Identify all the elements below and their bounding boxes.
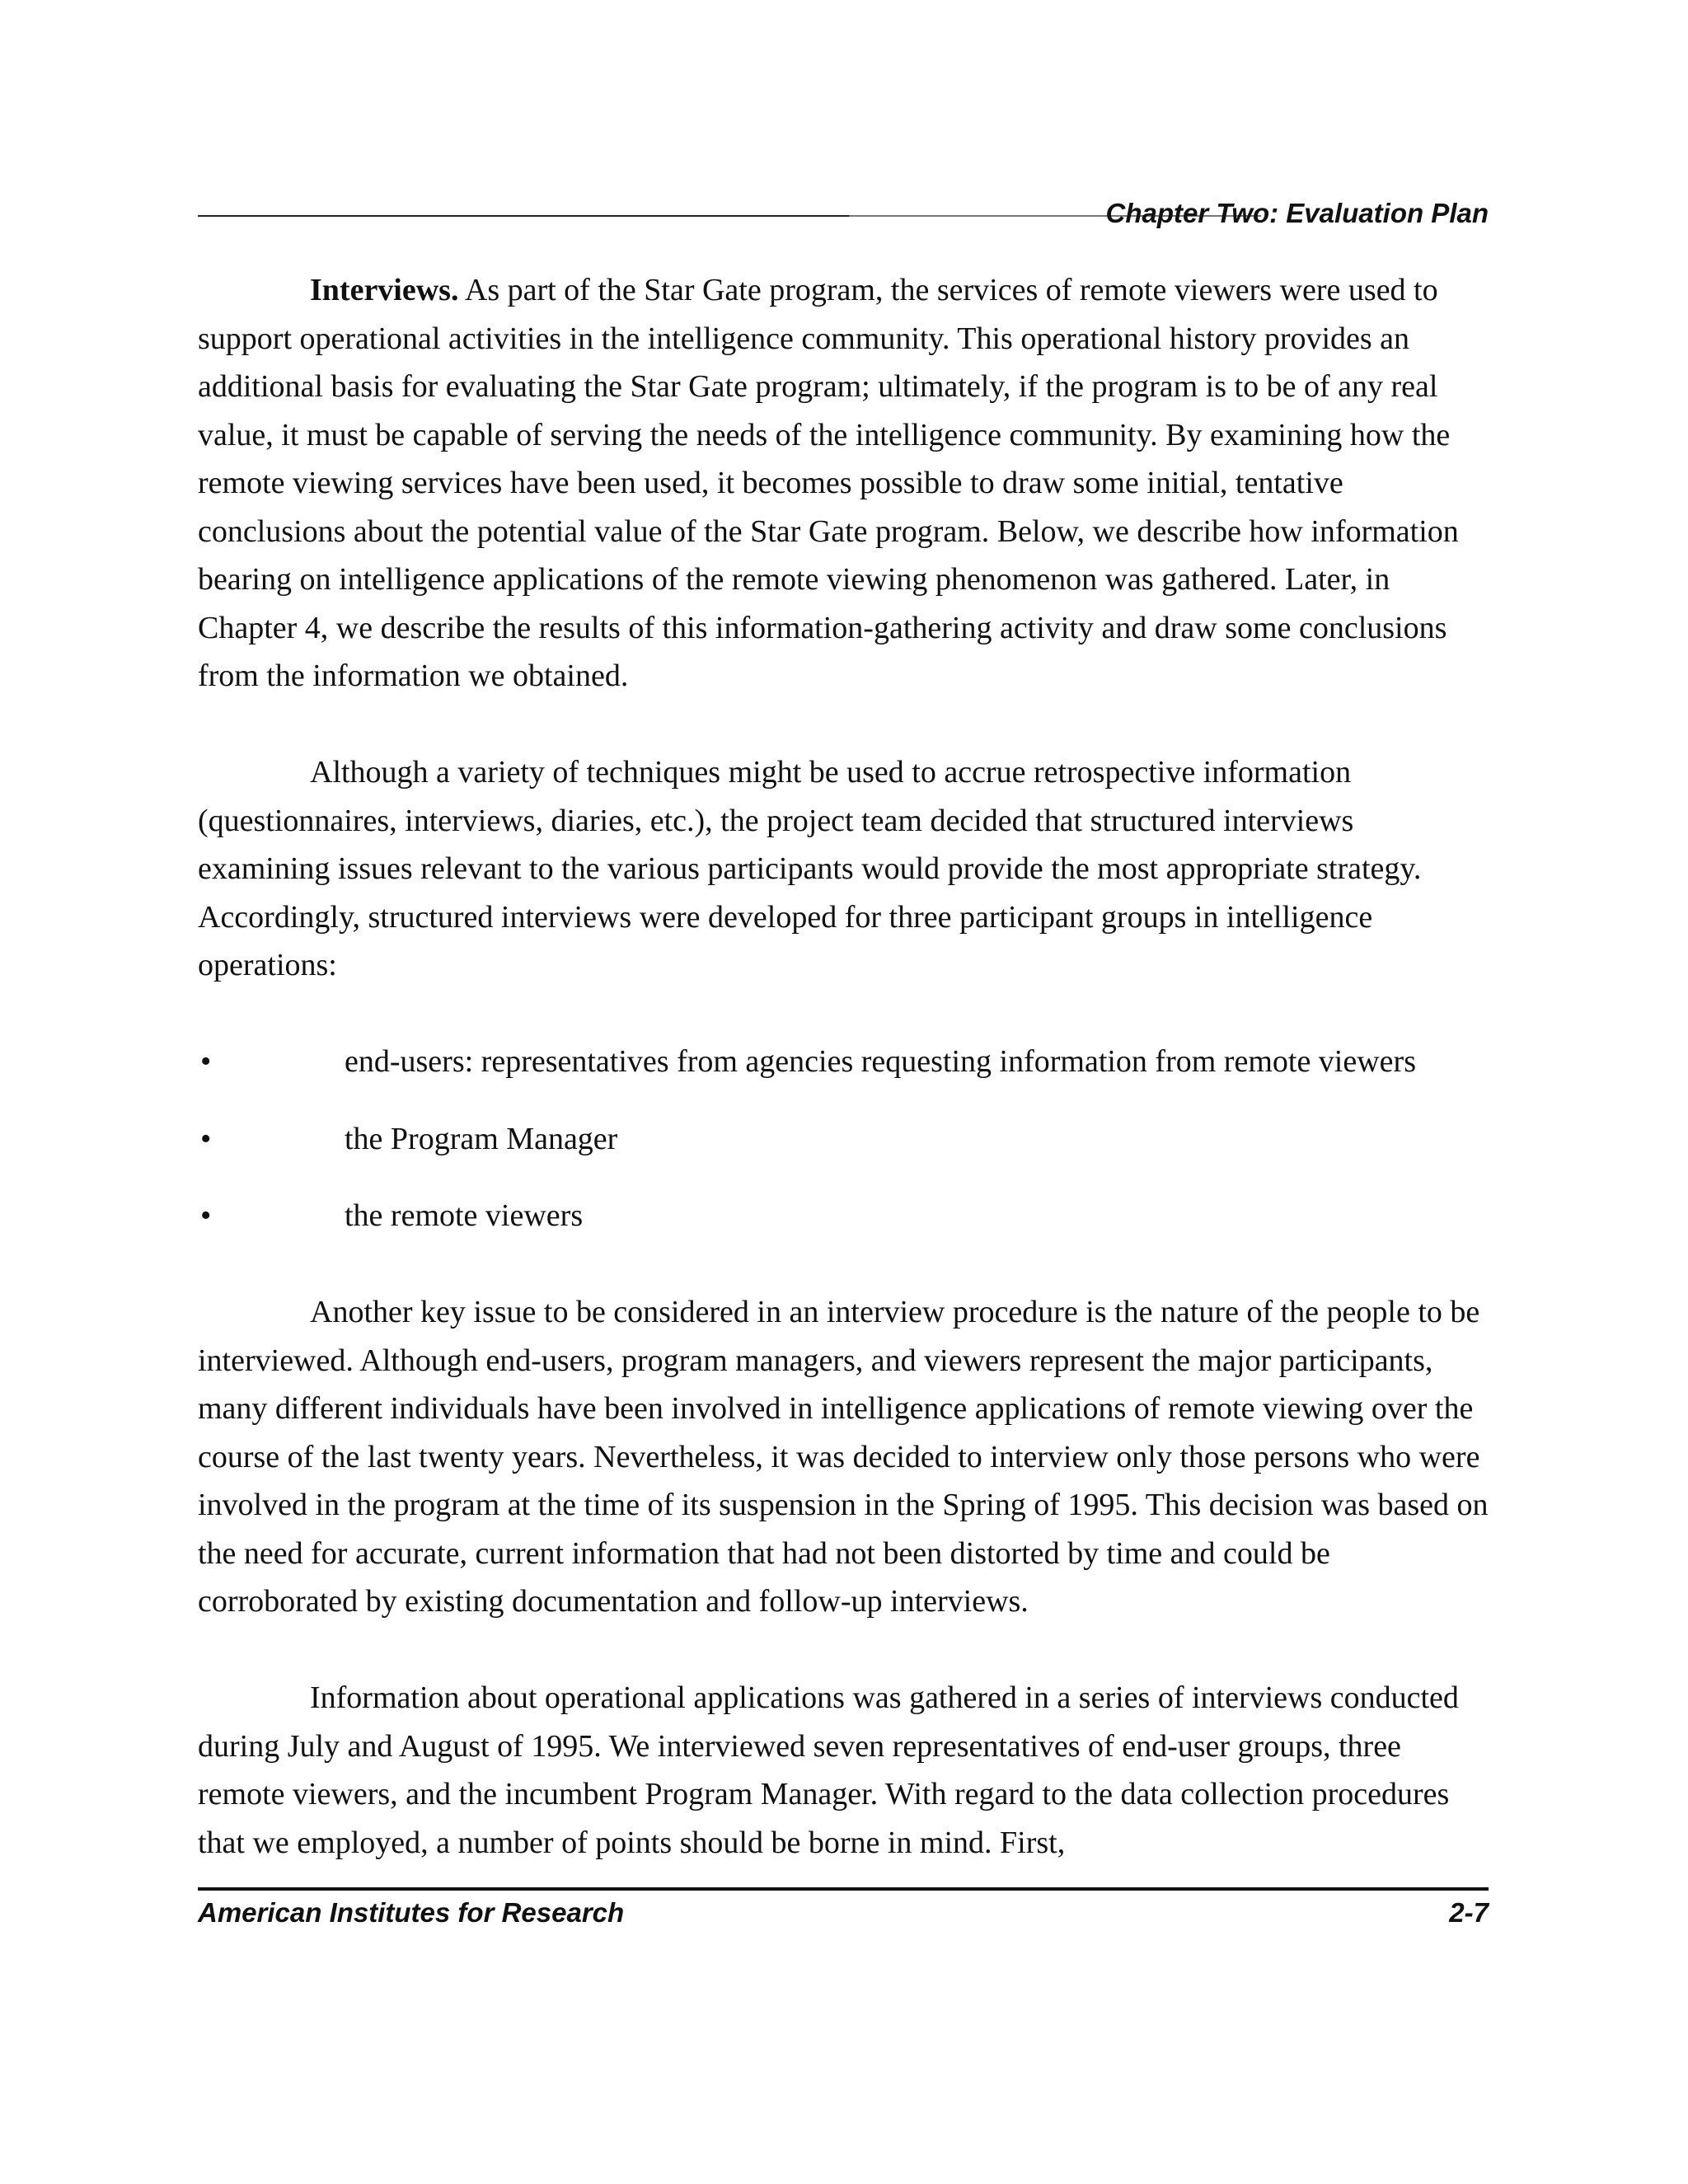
bullet-icon: • xyxy=(200,1044,212,1079)
footer-organization: American Institutes for Research xyxy=(198,1897,625,1928)
list-item-text: the Program Manager xyxy=(345,1121,618,1156)
list-item-text: end-users: representatives from agencies requesting information from remote viewers xyxy=(345,1044,1416,1079)
paragraph-data-collection: Information about operational applications was gathered in a series of interviews conducted during July and August of 1995. We interviewed seven representatives of end-user groups, three remote viewers, and the incumbent Program Manager. With regard to the data collection procedures that we employed, a number of points should be borne in mind. First, xyxy=(198,1680,1459,1860)
list-item xyxy=(198,1038,1489,1115)
page-number: 2-7 xyxy=(1449,1897,1489,1928)
header-rule xyxy=(198,215,849,217)
paragraph-interviewees: Another key issue to be considered in an interview procedure is the nature of the people to be interviewed. Although end-users, program managers, and viewers represent the major participants, many different individuals have been involved in intelligence applications of remote viewing over the course of the last twenty years. Nevertheless, it was decided to interview only those persons who were involved in the program at the time of its suspension in the Spring of 1995. This decision was based on the need for accurate, current information that had not been distorted by time and could be corroborated by existing documentation and follow-up interviews. xyxy=(198,1295,1489,1619)
paragraph-techniques: Although a variety of techniques might be used to accrue retrospective information (questionnaires, interviews, diaries, etc.), the project team decided that structured interviews examining issues relevant to the various participants would provide the most appropriate strategy. Accordingly, structured interviews were developed for three participant groups in intelligence operations: xyxy=(198,755,1422,982)
participant-group-list xyxy=(198,1038,1489,1288)
list-item xyxy=(198,1192,1489,1288)
paragraph-text: As part of the Star Gate program, the services of remote viewers were used to support operational activities in the intelligence community. This operational history provides an additional basis for evaluating the Star Gate program; ultimately, if the program is to be of any real value, it must be capable of serving the needs of the intelligence community. By examining how the remote viewing services have been used, it becomes possible to draw some initial, tentative conclusions about the potential value of the Star Gate program. Below, we describe how information bearing on intelligence applications of the remote viewing phenomenon was gathered. Later, in Chapter 4, we describe the results of this information-gathering activity and draw some conclusions from the information we obtained. xyxy=(198,273,1459,693)
bullet-icon: • xyxy=(200,1121,212,1156)
paragraph-interviews xyxy=(198,266,1489,701)
list-item-text: the remote viewers xyxy=(345,1198,584,1233)
body-text xyxy=(198,266,1489,1915)
running-header xyxy=(198,194,1489,232)
list-item xyxy=(198,1115,1489,1193)
footer-rule xyxy=(198,1887,1489,1891)
run-in-heading: Interviews. xyxy=(310,273,459,307)
bullet-icon: • xyxy=(200,1198,212,1233)
chapter-title: Chapter Two: Evaluation Plan xyxy=(1105,198,1489,228)
running-footer xyxy=(198,1887,1489,1929)
